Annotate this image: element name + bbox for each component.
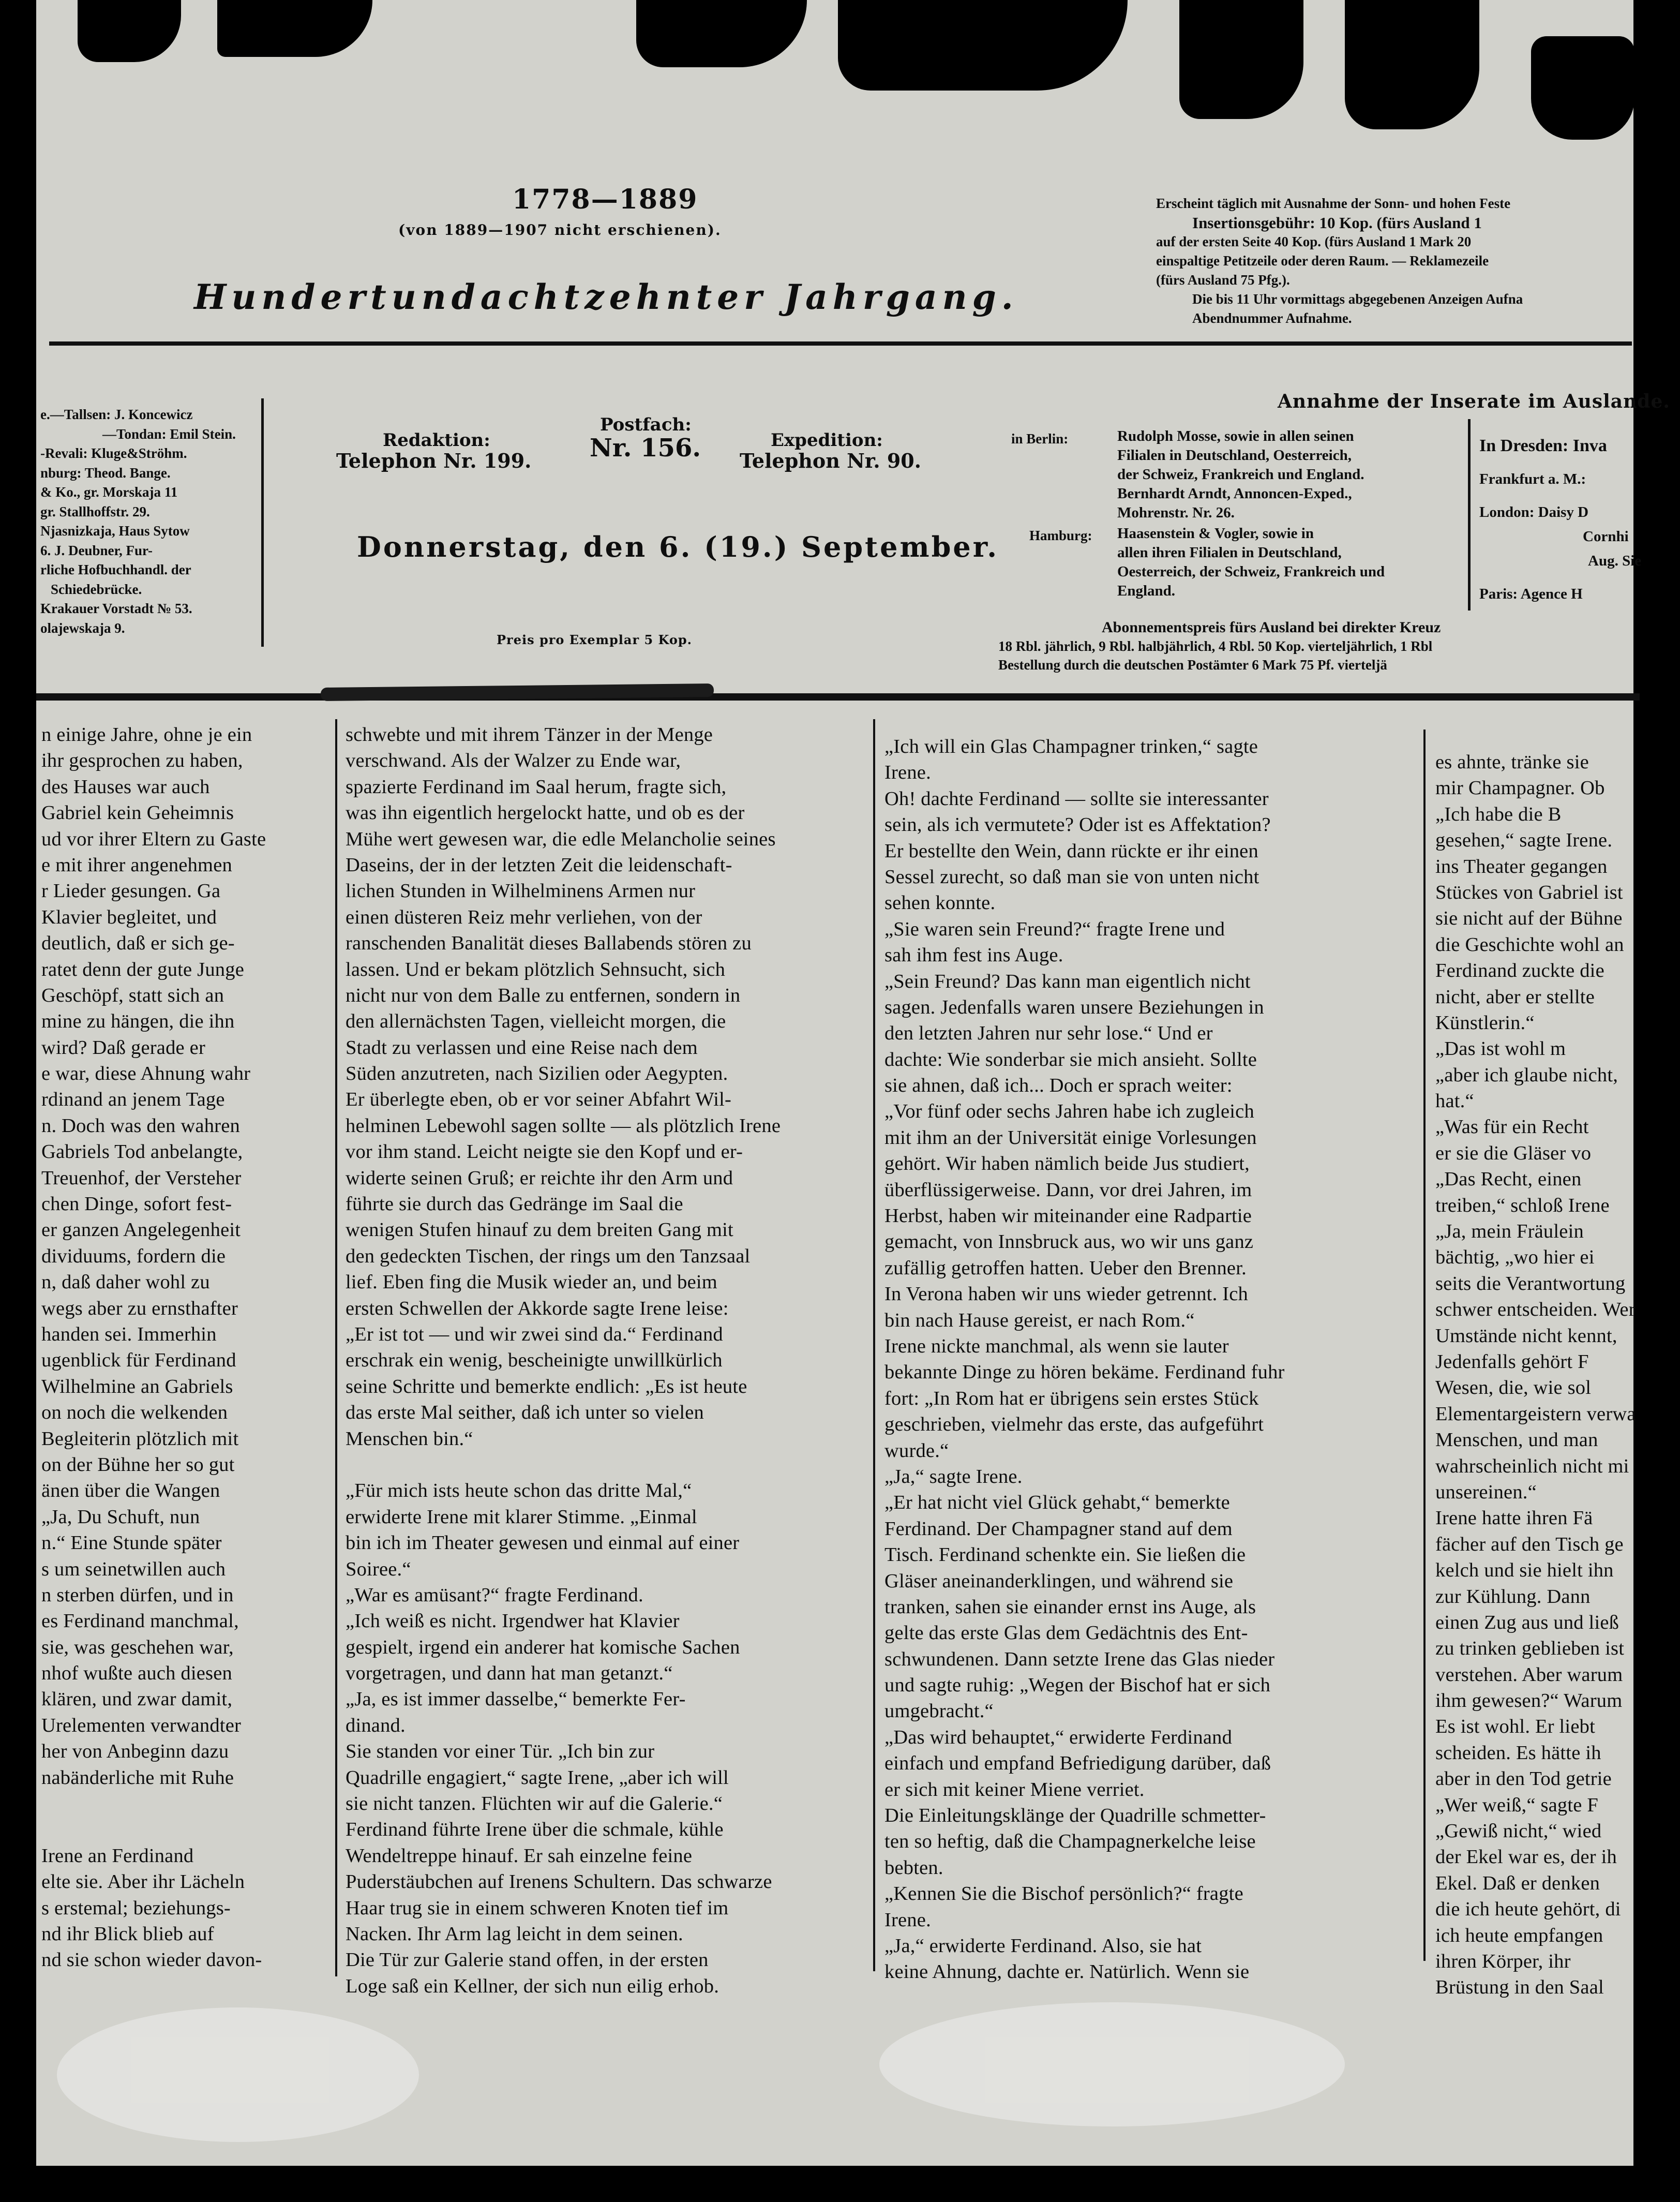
subscription-line: Abonnementspreis fürs Ausland bei direkter Kreuz bbox=[1102, 619, 1441, 636]
column-text-line: „Das ist wohl m bbox=[1435, 1038, 1566, 1060]
column-text-line: ugenblick für Ferdinand bbox=[41, 1349, 236, 1372]
column-text-line: und sagte ruhig: „Wegen der Bischof hat er sich bbox=[884, 1674, 1271, 1697]
column-text-line: Brüstung in den Saal bbox=[1435, 1976, 1604, 1999]
column-text-line: ich heute empfangen bbox=[1435, 1924, 1603, 1946]
issue-price: Preis pro Exemplar 5 Kop. bbox=[497, 632, 692, 647]
column-text-line: Begleiterin plötzlich mit bbox=[41, 1427, 239, 1450]
column-text-line: „Ich weiß es nicht. Irgendwer hat Klavier bbox=[346, 1610, 680, 1632]
berlin-line: Rudolph Mosse, sowie in allen seinen bbox=[1117, 428, 1354, 444]
column-text-line: geschrieben, vielmehr das erste, das aufgeführt bbox=[884, 1414, 1264, 1436]
scan-border-bottom bbox=[0, 2166, 1680, 2202]
column-text-line: on der Bühne her so gut bbox=[41, 1453, 235, 1476]
column-text-line: nicht nur von dem Balle zu entfernen, sondern in bbox=[346, 984, 741, 1006]
column-text-line: „Für mich ists heute schon das dritte Mal,“ bbox=[346, 1480, 692, 1502]
column-text-line: widerte seinen Gruß; er reichte ihr den Arm und bbox=[346, 1167, 733, 1189]
column-text-line: verstehen. Aber warum bbox=[1435, 1663, 1623, 1686]
masthead-letter-fragment bbox=[838, 0, 1128, 91]
column-text-line: Künstlerin.“ bbox=[1435, 1011, 1535, 1034]
column-text-line: ersten Schwellen der Akkorde sagte Irene leise: bbox=[346, 1297, 729, 1319]
column-text-line: Ferdinand. Der Champagner stand auf dem bbox=[884, 1517, 1233, 1540]
agent-line: —Tondan: Emil Stein. bbox=[102, 426, 236, 442]
column-text-line: ihren Körper, ihr bbox=[1435, 1950, 1571, 1972]
column-text-line: wurde.“ bbox=[884, 1439, 949, 1462]
column-text-line: wenigen Stufen hinauf zu dem breiten Gang mit bbox=[346, 1219, 733, 1241]
postfach-number: Nr. 156. bbox=[590, 434, 701, 463]
column-text-line: „Wer weiß,“ sagte F bbox=[1435, 1794, 1598, 1816]
column-text-line: Irene. bbox=[884, 762, 931, 784]
column-text-line: er sich mit keiner Miene verriet. bbox=[884, 1778, 1145, 1801]
masthead-letter-fragment bbox=[636, 0, 807, 67]
column-text-line: führte sie durch das Gedränge im Saal die bbox=[346, 1193, 683, 1215]
column-text-line: wegs aber zu ernsthafter bbox=[41, 1297, 238, 1319]
column-text-line: Ferdinand führte Irene über die schmale, kühle bbox=[346, 1819, 724, 1841]
terms-line: Abendnummer Aufnahme. bbox=[1192, 310, 1352, 326]
hamburg-line: allen ihren Filialen in Deutschland, bbox=[1117, 544, 1342, 561]
terms-line: einspaltige Petitzeile oder deren Raum. — Reklamezeile bbox=[1156, 253, 1489, 269]
agents-divider bbox=[261, 398, 264, 647]
column-text-line: on noch die welkenden bbox=[41, 1402, 228, 1424]
column-text-line: Stückes von Gabriel ist bbox=[1435, 881, 1623, 903]
column-text-line: Menschen, und man bbox=[1435, 1429, 1598, 1451]
column-text-line: „Ich will ein Glas Champagner trinken,“ sagte bbox=[884, 736, 1258, 757]
column-text-line: den letzten Jahren nur sehr lose.“ Und er bbox=[884, 1022, 1213, 1045]
column-text-line: sie, was geschehen war, bbox=[41, 1636, 234, 1658]
column-text-line: Klavier begleitet, und bbox=[41, 906, 217, 928]
expedition-label: Expedition: bbox=[771, 430, 883, 451]
column-text-line: die Geschichte wohl an bbox=[1435, 933, 1624, 956]
column-text-line: bin nach Hause gereist, er nach Rom.“ bbox=[884, 1309, 1195, 1331]
column-text-line: nd sie schon wieder davon- bbox=[41, 1949, 262, 1971]
column-text-line: Quadrille engagiert,“ sagte Irene, „aber ich will bbox=[346, 1766, 729, 1789]
column-text-line: „Sein Freund? Das kann man eigentlich nicht bbox=[884, 970, 1251, 992]
column-text-line: ihr gesprochen zu haben, bbox=[41, 750, 243, 772]
column-text-line: Nacken. Ihr Arm lag leicht in dem seinen. bbox=[346, 1923, 683, 1945]
column-text-line: schwundenen. Dann setzte Irene das Glas nieder bbox=[884, 1648, 1275, 1670]
column-text-line: ranschenden Banalität dieses Ballabends stören zu bbox=[346, 932, 752, 955]
column-text-line: Er überlegte eben, ob er vor seiner Abfahrt Wil- bbox=[346, 1089, 732, 1111]
issue-date: Donnerstag, den 6. (19.) September. bbox=[357, 530, 999, 563]
column-text-line: Gläser aneinanderklingen, und während sie bbox=[884, 1570, 1234, 1592]
column-text-line: Gabriel kein Geheimnis bbox=[41, 802, 234, 824]
column-text-line: „Sie waren sein Freund?“ fragte Irene und bbox=[884, 918, 1225, 940]
hamburg-agents bbox=[1117, 524, 1459, 601]
column-text-line: was ihn eigentlich hergelockt hatte, und ob es der bbox=[346, 802, 745, 824]
column-text-line: „War es amüsant?“ fragte Ferdinand. bbox=[346, 1584, 643, 1606]
column-divider bbox=[1423, 730, 1426, 1961]
foreign-ads-right-line: Frankfurt a. M.: bbox=[1479, 471, 1586, 487]
column-text-line: „Ja, Du Schuft, nun bbox=[41, 1506, 200, 1528]
column-text-line: elte sie. Aber ihr Lächeln bbox=[41, 1871, 245, 1893]
column-text-line: einen Zug aus und ließ bbox=[1435, 1611, 1619, 1633]
subscription-line: 18 Rbl. jährlich, 9 Rbl. halbjährlich, 4 Rbl. 50 Kop. vierteljährlich, 1 Rbl bbox=[998, 638, 1433, 654]
column-text-line: „aber ich glaube nicht, bbox=[1435, 1064, 1618, 1086]
column-text-line: e war, diese Ahnung wahr bbox=[41, 1063, 251, 1085]
column-text-line: der Ekel war es, der ih bbox=[1435, 1846, 1617, 1868]
berlin-agents bbox=[1117, 427, 1459, 523]
column-text-line: fächer auf den Tisch ge bbox=[1435, 1533, 1624, 1555]
agent-line: gr. Stallhoffstr. 29. bbox=[40, 503, 150, 519]
terms-block bbox=[1156, 194, 1637, 328]
column-text-line: Elementargeistern verwa bbox=[1435, 1403, 1636, 1425]
column-text-line: Es ist wohl. Er liebt bbox=[1435, 1716, 1595, 1738]
column-text-line: das erste Mal seither, daß ich unter so vielen bbox=[346, 1402, 704, 1424]
column-text-line: Wendeltreppe hinauf. Er sah einzelne feine bbox=[346, 1844, 693, 1867]
column-text-line: Stadt zu verlassen und eine Reise nach dem bbox=[346, 1036, 698, 1059]
column-text-line: er ganzen Angelegenheit bbox=[41, 1219, 241, 1241]
terms-line: Erscheint täglich mit Ausnahme der Sonn- und hohen Feste bbox=[1156, 196, 1511, 211]
terms-line: auf der ersten Seite 40 Kop. (fürs Ausland 1 Mark 20 bbox=[1156, 234, 1472, 249]
column-text-line: des Hauses war auch bbox=[41, 776, 210, 798]
column-text-line: dividuums, fordern die bbox=[41, 1245, 226, 1267]
column-text-line: Er bestellte den Wein, dann rückte er ihr einen bbox=[884, 840, 1258, 862]
column-text-line: es Ferdinand manchmal, bbox=[41, 1610, 239, 1632]
column-text-line: Irene. bbox=[884, 1909, 931, 1931]
column-text-line bbox=[41, 1817, 331, 1842]
founding-years: 1778—1889 bbox=[512, 184, 698, 215]
masthead-letter-fragment bbox=[1531, 36, 1634, 140]
column-1 bbox=[41, 722, 331, 1973]
column-text-line: gespielt, irgend ein anderer hat komische Sachen bbox=[346, 1636, 740, 1658]
column-text-line: lief. Eben fing die Musik wieder an, und beim bbox=[346, 1271, 717, 1293]
years-note: (von 1889—1907 nicht erschienen). bbox=[398, 221, 722, 239]
column-text-line: bekannte Dinge zu hören bekäme. Ferdinand fuhr bbox=[884, 1361, 1285, 1383]
column-text-line: mine zu hängen, die ihn bbox=[41, 1010, 235, 1033]
column-text-line: „Er ist tot — und wir zwei sind da.“ Ferdinand bbox=[346, 1323, 723, 1345]
foreign-ads-right-line: Aug. Sie bbox=[1588, 553, 1642, 569]
column-text-line: Soiree.“ bbox=[346, 1558, 411, 1580]
postfach-label: Postfach: bbox=[600, 414, 692, 435]
column-text-line: „Kennen Sie die Bischof persönlich?“ fragte bbox=[884, 1883, 1243, 1905]
column-text-line: handen sei. Immerhin bbox=[41, 1323, 217, 1345]
agent-line: Njasnizkaja, Haus Sytow bbox=[40, 523, 190, 539]
column-text-line: schwer entscheiden. Wer bbox=[1435, 1299, 1636, 1321]
scan-border-left bbox=[0, 0, 36, 2202]
column-text-line: unsereinen.“ bbox=[1435, 1481, 1537, 1503]
column-text-line: gelte das erste Glas dem Gedächtnis des Ent- bbox=[884, 1622, 1248, 1644]
column-text-line: „Ja,“ sagte Irene. bbox=[884, 1465, 1023, 1487]
column-text-line: Gabriels Tod anbelangte, bbox=[41, 1141, 243, 1163]
subscription-block bbox=[998, 618, 1634, 674]
column-text-line: sie nicht tanzen. Flüchten wir auf die Galerie.“ bbox=[346, 1793, 723, 1815]
column-text-line: tranken, sahen sie einander ernst ins Auge, als bbox=[884, 1596, 1256, 1618]
column-text-line: „Ja, es ist immer dasselbe,“ bemerkte Fer- bbox=[346, 1688, 686, 1710]
column-3 bbox=[884, 734, 1413, 1985]
column-text-line: nicht, aber er stellte bbox=[1435, 986, 1595, 1008]
column-text-line: fort: „In Rom hat er übrigens sein erstes Stück bbox=[884, 1387, 1259, 1409]
column-text-line: aber in den Tod getrie bbox=[1435, 1768, 1612, 1790]
foreign-ads-right-line: In Dresden: Inva bbox=[1479, 436, 1607, 455]
column-2 bbox=[346, 722, 865, 1999]
berlin-line: Bernhardt Arndt, Annoncen-Exped., bbox=[1117, 485, 1352, 502]
column-text-line: chen Dinge, sofort fest- bbox=[41, 1193, 232, 1215]
column-text-line: sagen. Jedenfalls waren unsere Beziehungen in bbox=[884, 996, 1264, 1018]
column-text-line: Jedenfalls gehört F bbox=[1435, 1350, 1589, 1373]
column-text-line: Mühe wert gewesen war, die edle Melancholie seines bbox=[346, 828, 776, 850]
agent-line: olajewskaja 9. bbox=[40, 620, 125, 636]
column-text-line: n, daß daher wohl zu bbox=[41, 1271, 210, 1293]
column-text-line: rdinand an jenem Tage bbox=[41, 1089, 225, 1111]
column-text-line: kelch und sie hielt ihn bbox=[1435, 1559, 1614, 1582]
column-text-line: änen über die Wangen bbox=[41, 1480, 220, 1502]
paper-stain bbox=[57, 2007, 419, 2142]
column-text-line: bin ich im Theater gewesen und einmal auf einer bbox=[346, 1532, 740, 1554]
column-divider bbox=[335, 719, 337, 1976]
column-text-line: gesehen,“ sagte Irene. bbox=[1435, 829, 1613, 852]
berlin-line: Mohrenstr. Nr. 26. bbox=[1117, 504, 1235, 521]
column-text-line: Ekel. Daß er denken bbox=[1435, 1872, 1600, 1894]
agent-line: rliche Hofbuchhandl. der bbox=[40, 562, 191, 577]
column-text-line: Oh! dachte Ferdinand — sollte sie interessanter bbox=[884, 787, 1269, 810]
column-text-line: sie nicht auf der Bühne bbox=[1435, 907, 1623, 930]
column-text-line: Menschen bin.“ bbox=[346, 1427, 473, 1450]
column-text-line: e mit ihrer angenehmen bbox=[41, 854, 232, 876]
column-text-line: mir Champagner. Ob bbox=[1435, 777, 1605, 799]
column-text-line: Haar trug sie in einem schweren Knoten tief im bbox=[346, 1897, 729, 1919]
column-text-line: er sie die Gläser vo bbox=[1435, 1142, 1592, 1164]
masthead-letter-fragment bbox=[1345, 0, 1479, 129]
column-text-line: s erstemal; beziehungs- bbox=[41, 1897, 231, 1919]
column-text-line: Wesen, die, wie sol bbox=[1435, 1377, 1592, 1399]
column-text-line: In Verona haben wir uns wieder getrennt. Ich bbox=[884, 1283, 1248, 1305]
berlin-line: der Schweiz, Frankreich und England. bbox=[1117, 466, 1364, 483]
column-text-line: Herbst, haben wir miteinander eine Radpartie bbox=[884, 1205, 1252, 1227]
agent-line: 6. J. Deubner, Fur- bbox=[40, 542, 153, 558]
column-text-line: umgebracht.“ bbox=[884, 1700, 994, 1722]
terms-line: Insertionsgebühr: 10 Kop. (fürs Ausland 1 bbox=[1192, 214, 1482, 232]
column-text-line: Die Tür zur Galerie stand offen, in der ersten bbox=[346, 1949, 709, 1971]
column-text-line: Geschöpf, statt sich an bbox=[41, 984, 224, 1006]
column-text-line: gehört. Wir haben nämlich beide Jus studiert, bbox=[884, 1153, 1250, 1175]
column-text-line: überflüssigerweise. Dann, vor drei Jahren, im bbox=[884, 1179, 1252, 1201]
column-text-line: „Gewiß nicht,“ wied bbox=[1435, 1820, 1602, 1842]
column-text-line: „Vor fünf oder sechs Jahren habe ich zugleich bbox=[884, 1100, 1254, 1123]
column-text-line: den allernächsten Tagen, vielleicht morgen, die bbox=[346, 1010, 726, 1033]
redaktion-phone: Telephon Nr. 199. bbox=[336, 449, 532, 472]
masthead-letter-fragment bbox=[78, 0, 181, 62]
agent-line: -Revali: Kluge&Ströhm. bbox=[40, 445, 187, 461]
column-text-line: zufällig getroffen hatten. Ueber den Brenner. bbox=[884, 1257, 1247, 1279]
hamburg-line: Haasenstein & Vogler, sowie in bbox=[1117, 525, 1314, 542]
column-text-line: schwebte und mit ihrem Tänzer in der Menge bbox=[346, 724, 713, 746]
column-text-line: lichen Stunden in Wilhelminens Armen nur bbox=[346, 880, 696, 902]
agent-line: e.—Tallsen: J. Koncewicz bbox=[40, 407, 193, 422]
column-text-line bbox=[346, 1452, 865, 1478]
berlin-line: Filialen in Deutschland, Oesterreich, bbox=[1117, 447, 1352, 464]
column-text-line: Sessel zurecht, so daß man sie von unten nicht bbox=[884, 866, 1259, 888]
column-text-line: „Ja,“ erwiderte Ferdinand. Also, sie hat bbox=[884, 1935, 1202, 1957]
column-text-line: sie ahnen, daß ich... Doch er sprach weiter: bbox=[884, 1075, 1233, 1097]
column-text-line: ten so heftig, daß die Champagnerkelche leise bbox=[884, 1831, 1256, 1853]
column-text-line: nabänderliche mit Ruhe bbox=[41, 1766, 234, 1789]
volume-title: Hundertundachtzehnter Jahrgang. bbox=[194, 277, 1018, 317]
column-text-line: Süden anzutreten, nach Sizilien oder Aegypten. bbox=[346, 1063, 728, 1085]
column-text-line: Tisch. Ferdinand schenkte ein. Sie ließen die bbox=[884, 1544, 1246, 1566]
agents-left bbox=[40, 405, 258, 638]
column-text-line: s um seinetwillen auch bbox=[41, 1558, 226, 1580]
column-text-line: deutlich, daß er sich ge- bbox=[41, 932, 235, 955]
column-text-line: „Ja, mein Fräulein bbox=[1435, 1221, 1584, 1243]
column-text-line: „Das Recht, einen bbox=[1435, 1168, 1582, 1191]
foreign-ads-divider bbox=[1468, 419, 1471, 611]
column-text-line: „Das wird behauptet,“ erwiderte Ferdinand bbox=[884, 1726, 1233, 1748]
agent-line: Schiedebrücke. bbox=[51, 581, 142, 597]
column-text-line: hat.“ bbox=[1435, 1090, 1474, 1112]
column-text-line: spazierte Ferdinand im Saal herum, fragte sich, bbox=[346, 776, 727, 798]
column-text-line: mit ihm an der Universität einige Vorlesungen bbox=[884, 1126, 1257, 1149]
column-4 bbox=[1435, 749, 1637, 2001]
foreign-ads-right-line: Cornhi bbox=[1583, 528, 1629, 545]
column-text-line: ins Theater gegangen bbox=[1435, 855, 1608, 877]
column-text-line: die ich heute gehört, di bbox=[1435, 1898, 1621, 1921]
column-text-line: vor ihm stand. Leicht neigte sie den Kopf und er- bbox=[346, 1141, 743, 1163]
column-text-line: keine Ahnung, dachte er. Natürlich. Wenn sie bbox=[884, 1961, 1250, 1983]
column-text-line: erwiderte Irene mit klarer Stimme. „Einmal bbox=[346, 1506, 697, 1528]
column-text-line: n.“ Eine Stunde später bbox=[41, 1532, 222, 1554]
agent-line: & Ko., gr. Morskaja 11 bbox=[40, 484, 178, 500]
foreign-ads-right bbox=[1479, 429, 1642, 611]
masthead-letter-fragment bbox=[217, 0, 372, 57]
column-text-line: „Ich habe die B bbox=[1435, 803, 1562, 825]
column-text-line: Umstände nicht kennt, bbox=[1435, 1325, 1617, 1347]
column-text-line: „Er hat nicht viel Glück gehabt,“ bemerkte bbox=[884, 1492, 1230, 1514]
column-text-line: zu trinken geblieben ist bbox=[1435, 1638, 1625, 1660]
agent-line: nburg: Theod. Bange. bbox=[40, 465, 171, 481]
column-text-line: erschrak ein wenig, bescheinigte unwillkürlich bbox=[346, 1349, 723, 1372]
terms-line: Die bis 11 Uhr vormittags abgegebenen Anzeigen Aufna bbox=[1192, 291, 1523, 307]
column-text-line: r Lieder gesungen. Ga bbox=[41, 880, 221, 902]
column-text-line: n. Doch was den wahren bbox=[41, 1114, 240, 1137]
column-text-line: Die Einleitungsklänge der Quadrille schmetter- bbox=[884, 1805, 1266, 1827]
column-text-line: Wilhelmine an Gabriels bbox=[41, 1375, 233, 1397]
column-text-line: Irene nickte manchmal, als wenn sie lauter bbox=[884, 1335, 1229, 1357]
column-text-line: n sterben dürfen, und in bbox=[41, 1584, 234, 1606]
column-text-line: wird? Daß gerade er bbox=[41, 1036, 205, 1059]
column-text-line: scheiden. Es hätte ih bbox=[1435, 1742, 1601, 1764]
column-text-line: Urelementen verwandter bbox=[41, 1714, 241, 1736]
subscription-line: Bestellung durch die deutschen Postämter 6 Mark 75 Pf. vierteljä bbox=[998, 657, 1387, 673]
column-text-line: Irene an Ferdinand bbox=[41, 1844, 194, 1867]
column-text-line: gemacht, von Innsbruck aus, wo wir uns ganz bbox=[884, 1231, 1254, 1253]
column-text-line: lassen. Und er bekam plötzlich Sehnsucht, sich bbox=[346, 958, 726, 980]
column-text-line: seine Schritte und bemerkte endlich: „Es ist heute bbox=[346, 1375, 747, 1397]
hamburg-line: Oesterreich, der Schweiz, Frankreich und bbox=[1117, 563, 1385, 580]
column-text-line: sehen konnte. bbox=[884, 892, 996, 914]
column-text-line: seits die Verantwortung bbox=[1435, 1272, 1626, 1295]
column-text-line: den gedeckten Tischen, der rings um den Tanzsaal bbox=[346, 1245, 751, 1267]
column-text-line: n einige Jahre, ohne je ein bbox=[41, 724, 252, 746]
redaktion-label: Redaktion: bbox=[383, 430, 490, 451]
column-text-line: vorgetragen, und dann hat man getanzt.“ bbox=[346, 1662, 673, 1685]
header-bottom-rule bbox=[36, 693, 1640, 701]
hamburg-label: Hamburg: bbox=[1029, 528, 1092, 543]
column-text-line: bächtig, „wo hier ei bbox=[1435, 1246, 1595, 1269]
column-text-line: verschwand. Als der Walzer zu Ende war, bbox=[346, 750, 681, 772]
agent-line: Krakauer Vorstadt № 53. bbox=[40, 601, 192, 616]
column-text-line: helminen Lebewohl sagen sollte — als plötzlich Irene bbox=[346, 1114, 781, 1137]
column-text-line: nhof wußte auch diesen bbox=[41, 1662, 232, 1685]
column-text-line: wahrscheinlich nicht mi bbox=[1435, 1455, 1629, 1477]
masthead-rule bbox=[49, 341, 1632, 346]
terms-line: (fürs Ausland 75 Pfg.). bbox=[1156, 272, 1290, 288]
column-text-line: nd ihr Blick blieb auf bbox=[41, 1923, 214, 1945]
column-text-line: „Was für ein Recht bbox=[1435, 1116, 1589, 1138]
column-text-line: her von Anbeginn dazu bbox=[41, 1740, 229, 1763]
scan-border-right bbox=[1633, 0, 1680, 2202]
column-text-line: treiben,“ schloß Irene bbox=[1435, 1194, 1610, 1216]
column-text-line: Irene hatte ihren Fä bbox=[1435, 1507, 1593, 1529]
foreign-ads-right-line: London: Daisy D bbox=[1479, 504, 1589, 520]
column-text-line: es ahnte, tränke sie bbox=[1435, 751, 1589, 773]
column-text-line: Puderstäubchen auf Irenens Schultern. Das schwarze bbox=[346, 1871, 772, 1893]
column-text-line: sein, als ich vermutete? Oder ist es Affektation? bbox=[884, 814, 1271, 836]
column-text-line: Loge saß ein Kellner, der sich nun eilig erhob. bbox=[346, 1975, 719, 1997]
column-text-line: sah ihm fest ins Auge. bbox=[884, 944, 1063, 966]
column-text-line: dinand. bbox=[346, 1714, 406, 1736]
column-text-line: klären, und zwar damit, bbox=[41, 1688, 233, 1710]
column-text-line bbox=[41, 1791, 331, 1817]
berlin-label: in Berlin: bbox=[1011, 431, 1069, 447]
paper-stain bbox=[879, 2002, 1345, 2126]
column-text-line: einen düsteren Reiz mehr verliehen, von der bbox=[346, 906, 702, 928]
foreign-ads-title: Annahme der Inserate im Auslande. bbox=[1278, 391, 1670, 412]
column-text-line: zur Kühlung. Dann bbox=[1435, 1585, 1591, 1608]
column-text-line: ud vor ihrer Eltern zu Gaste bbox=[41, 828, 266, 850]
column-divider bbox=[873, 719, 875, 1971]
expedition-phone: Telephon Nr. 90. bbox=[740, 449, 921, 472]
column-text-line: Treuenhof, der Versteher bbox=[41, 1167, 242, 1189]
column-text-line: ratet denn der gute Junge bbox=[41, 958, 244, 980]
column-text-line: Sie standen vor einer Tür. „Ich bin zur bbox=[346, 1740, 655, 1763]
masthead-letter-fragment bbox=[1179, 0, 1303, 119]
column-text-line: einfach und empfand Befriedigung darüber, daß bbox=[884, 1752, 1271, 1775]
column-text-line: bebten. bbox=[884, 1856, 943, 1879]
column-text-line: Ferdinand zuckte die bbox=[1435, 960, 1604, 982]
foreign-ads-right-line: Paris: Agence H bbox=[1479, 586, 1583, 602]
hamburg-line: England. bbox=[1117, 583, 1176, 599]
column-text-line: ihm gewesen?“ Warum bbox=[1435, 1690, 1623, 1712]
column-text-line: Daseins, der in der letzten Zeit die leidenschaft- bbox=[346, 854, 732, 876]
column-text-line: dachte: Wie sonderbar sie mich ansieht. Sollte bbox=[884, 1048, 1257, 1070]
